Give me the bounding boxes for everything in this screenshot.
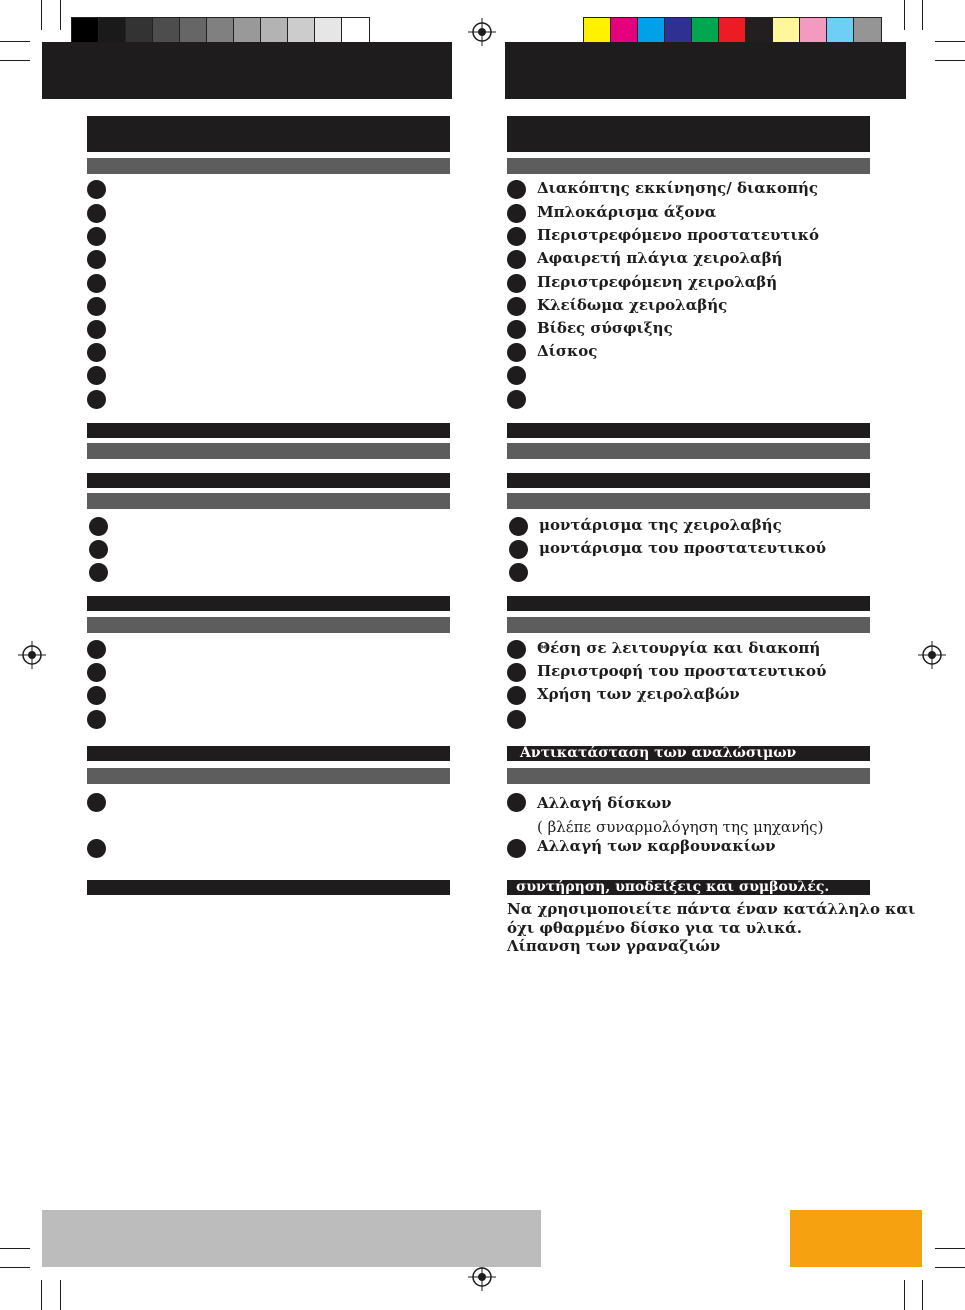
- operation-item: Θέση σε λειτουργία και διακοπή: [537, 639, 821, 657]
- right-consumables-subbar: [507, 768, 870, 784]
- bullet-dot: [87, 366, 106, 385]
- left-consumables-bar: [87, 746, 450, 761]
- consumable-note: ( βλέπε συναρμολόγηση της μηχανής): [537, 818, 824, 836]
- bullet-dot: [507, 390, 526, 409]
- crop-mark: [0, 1248, 30, 1249]
- bullet-dot: [87, 839, 106, 858]
- crop-mark: [935, 41, 965, 42]
- bullet-dot: [87, 250, 106, 269]
- left-consumables-subbar: [87, 768, 450, 784]
- bullet-dot: [507, 250, 526, 269]
- left-section-bar: [87, 423, 450, 438]
- bullet-dot: [89, 540, 108, 559]
- part-item: Περιστρεφόμενη χειρολαβή: [537, 273, 778, 291]
- left-operation-subbar: [87, 617, 450, 633]
- registration-mark-icon: [468, 1263, 496, 1291]
- left-section-subbar: [87, 443, 450, 459]
- bullet-dot: [509, 540, 528, 559]
- left-title-bar: [87, 116, 450, 152]
- assembly-item: μοντάρισμα του προστατευτικού: [539, 539, 827, 557]
- maintenance-title: συντήρηση, υποδείξεις και συμβουλές.: [516, 879, 830, 895]
- maintenance-text: Λίπανση των γραναζιών: [507, 937, 721, 955]
- crop-mark: [0, 1267, 30, 1268]
- bullet-dot: [507, 320, 526, 339]
- right-section-bar: [507, 423, 870, 438]
- bullet-dot: [87, 297, 106, 316]
- bullet-dot: [509, 563, 528, 582]
- crop-mark: [41, 1280, 42, 1310]
- crop-mark: [60, 1280, 61, 1310]
- crop-mark: [41, 0, 42, 30]
- maintenance-text: Να χρησιμοποιείτε πάντα έναν κατάλληλο και: [507, 900, 916, 918]
- right-assembly-subbar: [507, 493, 870, 509]
- crop-mark: [0, 41, 30, 42]
- bullet-dot: [507, 180, 526, 199]
- bullet-dot: [507, 274, 526, 293]
- part-item: Περιστρεφόμενο προστατευτικό: [537, 226, 819, 244]
- assembly-item: μοντάρισμα της χειρολαβής: [539, 516, 782, 534]
- part-item: Βίδες σύσφιξης: [537, 319, 673, 337]
- registration-mark-icon: [918, 641, 946, 669]
- part-item: Μπλοκάρισμα άξονα: [537, 203, 717, 221]
- bullet-dot: [507, 343, 526, 362]
- right-maintenance-bar: [507, 880, 870, 895]
- crop-mark: [935, 1267, 965, 1268]
- right-consumables-bar: [507, 746, 870, 761]
- bullet-dot: [507, 204, 526, 223]
- bullet-dot: [87, 204, 106, 223]
- bullet-dot: [507, 710, 526, 729]
- left-assembly-bar: [87, 473, 450, 488]
- bullet-dot: [87, 686, 106, 705]
- bullet-dot: [87, 274, 106, 293]
- left-maintenance-bar: [87, 880, 450, 895]
- bullet-dot: [89, 517, 108, 536]
- crop-mark: [904, 1280, 905, 1310]
- right-operation-subbar: [507, 617, 870, 633]
- left-operation-bar: [87, 596, 450, 611]
- bullet-dot: [87, 390, 106, 409]
- right-operation-bar: [507, 596, 870, 611]
- right-assembly-bar: [507, 473, 870, 488]
- bullet-dot: [507, 663, 526, 682]
- bullet-dot: [507, 839, 526, 858]
- bullet-dot: [87, 180, 106, 199]
- consumable-item: Αλλαγή των καρβουνακίων: [537, 837, 776, 855]
- registration-mark-icon: [18, 641, 46, 669]
- crop-mark: [904, 0, 905, 30]
- part-item: Δίσκος: [537, 342, 598, 360]
- right-title-bar: [507, 116, 870, 152]
- bullet-dot: [507, 793, 526, 812]
- operation-item: Χρήση των χειρολαβών: [537, 685, 740, 703]
- bullet-dot: [507, 640, 526, 659]
- left-header-band: [42, 42, 452, 99]
- bullet-dot: [87, 320, 106, 339]
- bullet-dot: [89, 563, 108, 582]
- bullet-dot: [507, 297, 526, 316]
- crop-mark: [922, 0, 923, 30]
- crop-mark: [935, 1248, 965, 1249]
- bullet-dot: [507, 227, 526, 246]
- crop-mark: [60, 0, 61, 30]
- maintenance-text: όχι φθαρμένο δίσκο για τα υλικά.: [507, 919, 802, 937]
- bullet-dot: [87, 343, 106, 362]
- registration-mark-icon: [468, 18, 496, 46]
- bullet-dot: [87, 710, 106, 729]
- bullet-dot: [507, 366, 526, 385]
- crop-mark: [0, 60, 30, 61]
- bullet-dot: [507, 686, 526, 705]
- bullet-dot: [509, 517, 528, 536]
- left-parts-subbar: [87, 158, 450, 174]
- right-header-band: [505, 42, 906, 99]
- consumables-title: Αντικατάσταση των αναλώσιμων: [520, 745, 797, 761]
- footer-gray-band: [42, 1210, 541, 1267]
- consumable-item: Αλλαγή δίσκων: [537, 794, 672, 812]
- left-assembly-subbar: [87, 493, 450, 509]
- part-item: Κλείδωμα χειρολαβής: [537, 296, 728, 314]
- part-item: Αφαιρετή πλάγια χειρολαβή: [537, 249, 783, 267]
- part-item: Διακόπτης εκκίνησης/ διακοπής: [537, 179, 819, 197]
- crop-mark: [935, 60, 965, 61]
- crop-mark: [922, 1280, 923, 1310]
- bullet-dot: [87, 640, 106, 659]
- bullet-dot: [87, 793, 106, 812]
- footer-orange-tab: [790, 1210, 922, 1267]
- bullet-dot: [87, 227, 106, 246]
- bullet-dot: [87, 663, 106, 682]
- right-section-subbar: [507, 443, 870, 459]
- right-parts-subbar: [507, 158, 870, 174]
- operation-item: Περιστροφή του προστατευτικού: [537, 662, 827, 680]
